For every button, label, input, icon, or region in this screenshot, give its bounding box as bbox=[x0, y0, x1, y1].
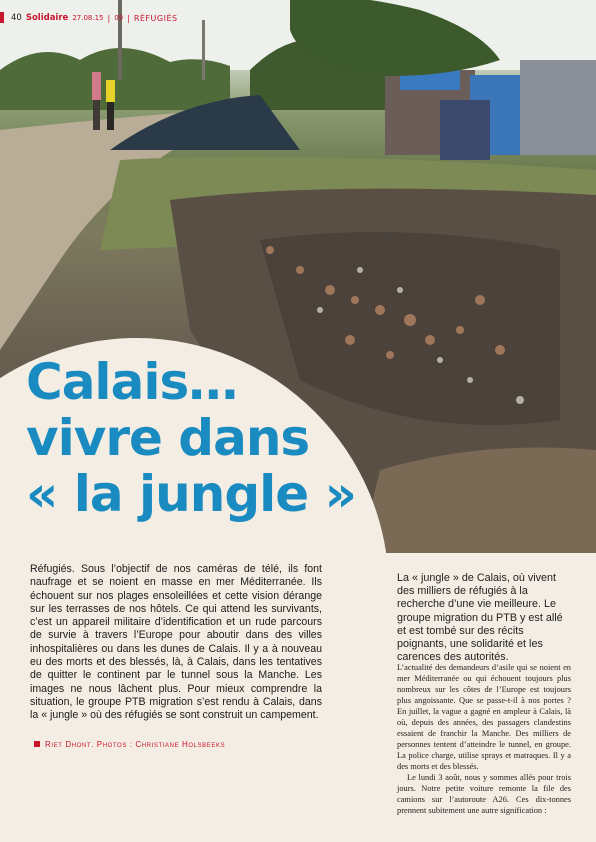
article-body bbox=[397, 662, 571, 816]
header-separator: | bbox=[107, 13, 111, 23]
issue-date: 27.08.15 bbox=[72, 14, 104, 22]
magazine-brand: Solidaire bbox=[25, 13, 69, 23]
issue-number: 09 bbox=[114, 14, 124, 22]
article-lede: La « jungle » de Calais, où vivent des milliers de réfugiés à la recherche d’une vie meilleure. Le groupe migration du PTB y est allé et est tombé sur des récits poignants, une solidarité et les carences des autorités. bbox=[397, 572, 563, 664]
body-paragraph: Le lundi 3 août, nous y sommes allés pour trois jours. Notre petite voiture remonte la file des camions sur l’autoroute A26. Ces dix-tonnes prennent subitement une autre signification : bbox=[397, 773, 571, 815]
page-number: 40 bbox=[11, 13, 22, 23]
credit-marker-icon bbox=[34, 741, 40, 747]
article-credit bbox=[34, 740, 225, 749]
article-title: Calais… vivre dans « la jungle » bbox=[26, 353, 356, 523]
header-separator: | bbox=[127, 13, 130, 23]
section-label: RÉFUGIÉS bbox=[133, 13, 178, 23]
article-intro: Réfugiés. Sous l’objectif de nos caméras de télé, ils font naufrage et se noient en masse en mer Méditerranée. Ils échouent sur nos plages ensoleillées et cette vision dérange sur les terrasses de nos hôtels. Ce qui attend les survivants, c’est un appareil militaire d’identification et un rude parcours de survie à travers l’Europe pour aboutir dans des villes inhospitalières ou dans les dunes de Calais. Il y a à nouveau eu des morts et des blessés, là, à Calais, dans les tentatives de quitter le continent par le tunnel sous la Manche. Les images ne nous lâchent plus. Pour mieux comprendre la situation, le groupe PTB migration s’est rendu à Calais, dans la « jungle » où des réfugiés se sont construit un campement. bbox=[30, 563, 322, 722]
credit-text: Riet Dhont. Photos : Christiane Holsbeeks bbox=[45, 740, 226, 749]
page-header bbox=[0, 11, 178, 25]
body-paragraph: L’actualité des demandeurs d’asile qui se noient en mer Méditerranée ou qui échouent toujours plus nombreux sur les côtes de l’Europe est toujours plus angoissante. Que se passe-t-il à nos portes ? En juillet, la vague a gagné en ampleur à Calais, là où, depuis des années, des passagers clandestins essaient de franchir la Manche. Des milliers de personnes tentent d’atteindre le tunnel, en groupe. La police charge, utilise sprays et matraques. Il y a des morts et des blessés. bbox=[397, 663, 571, 771]
